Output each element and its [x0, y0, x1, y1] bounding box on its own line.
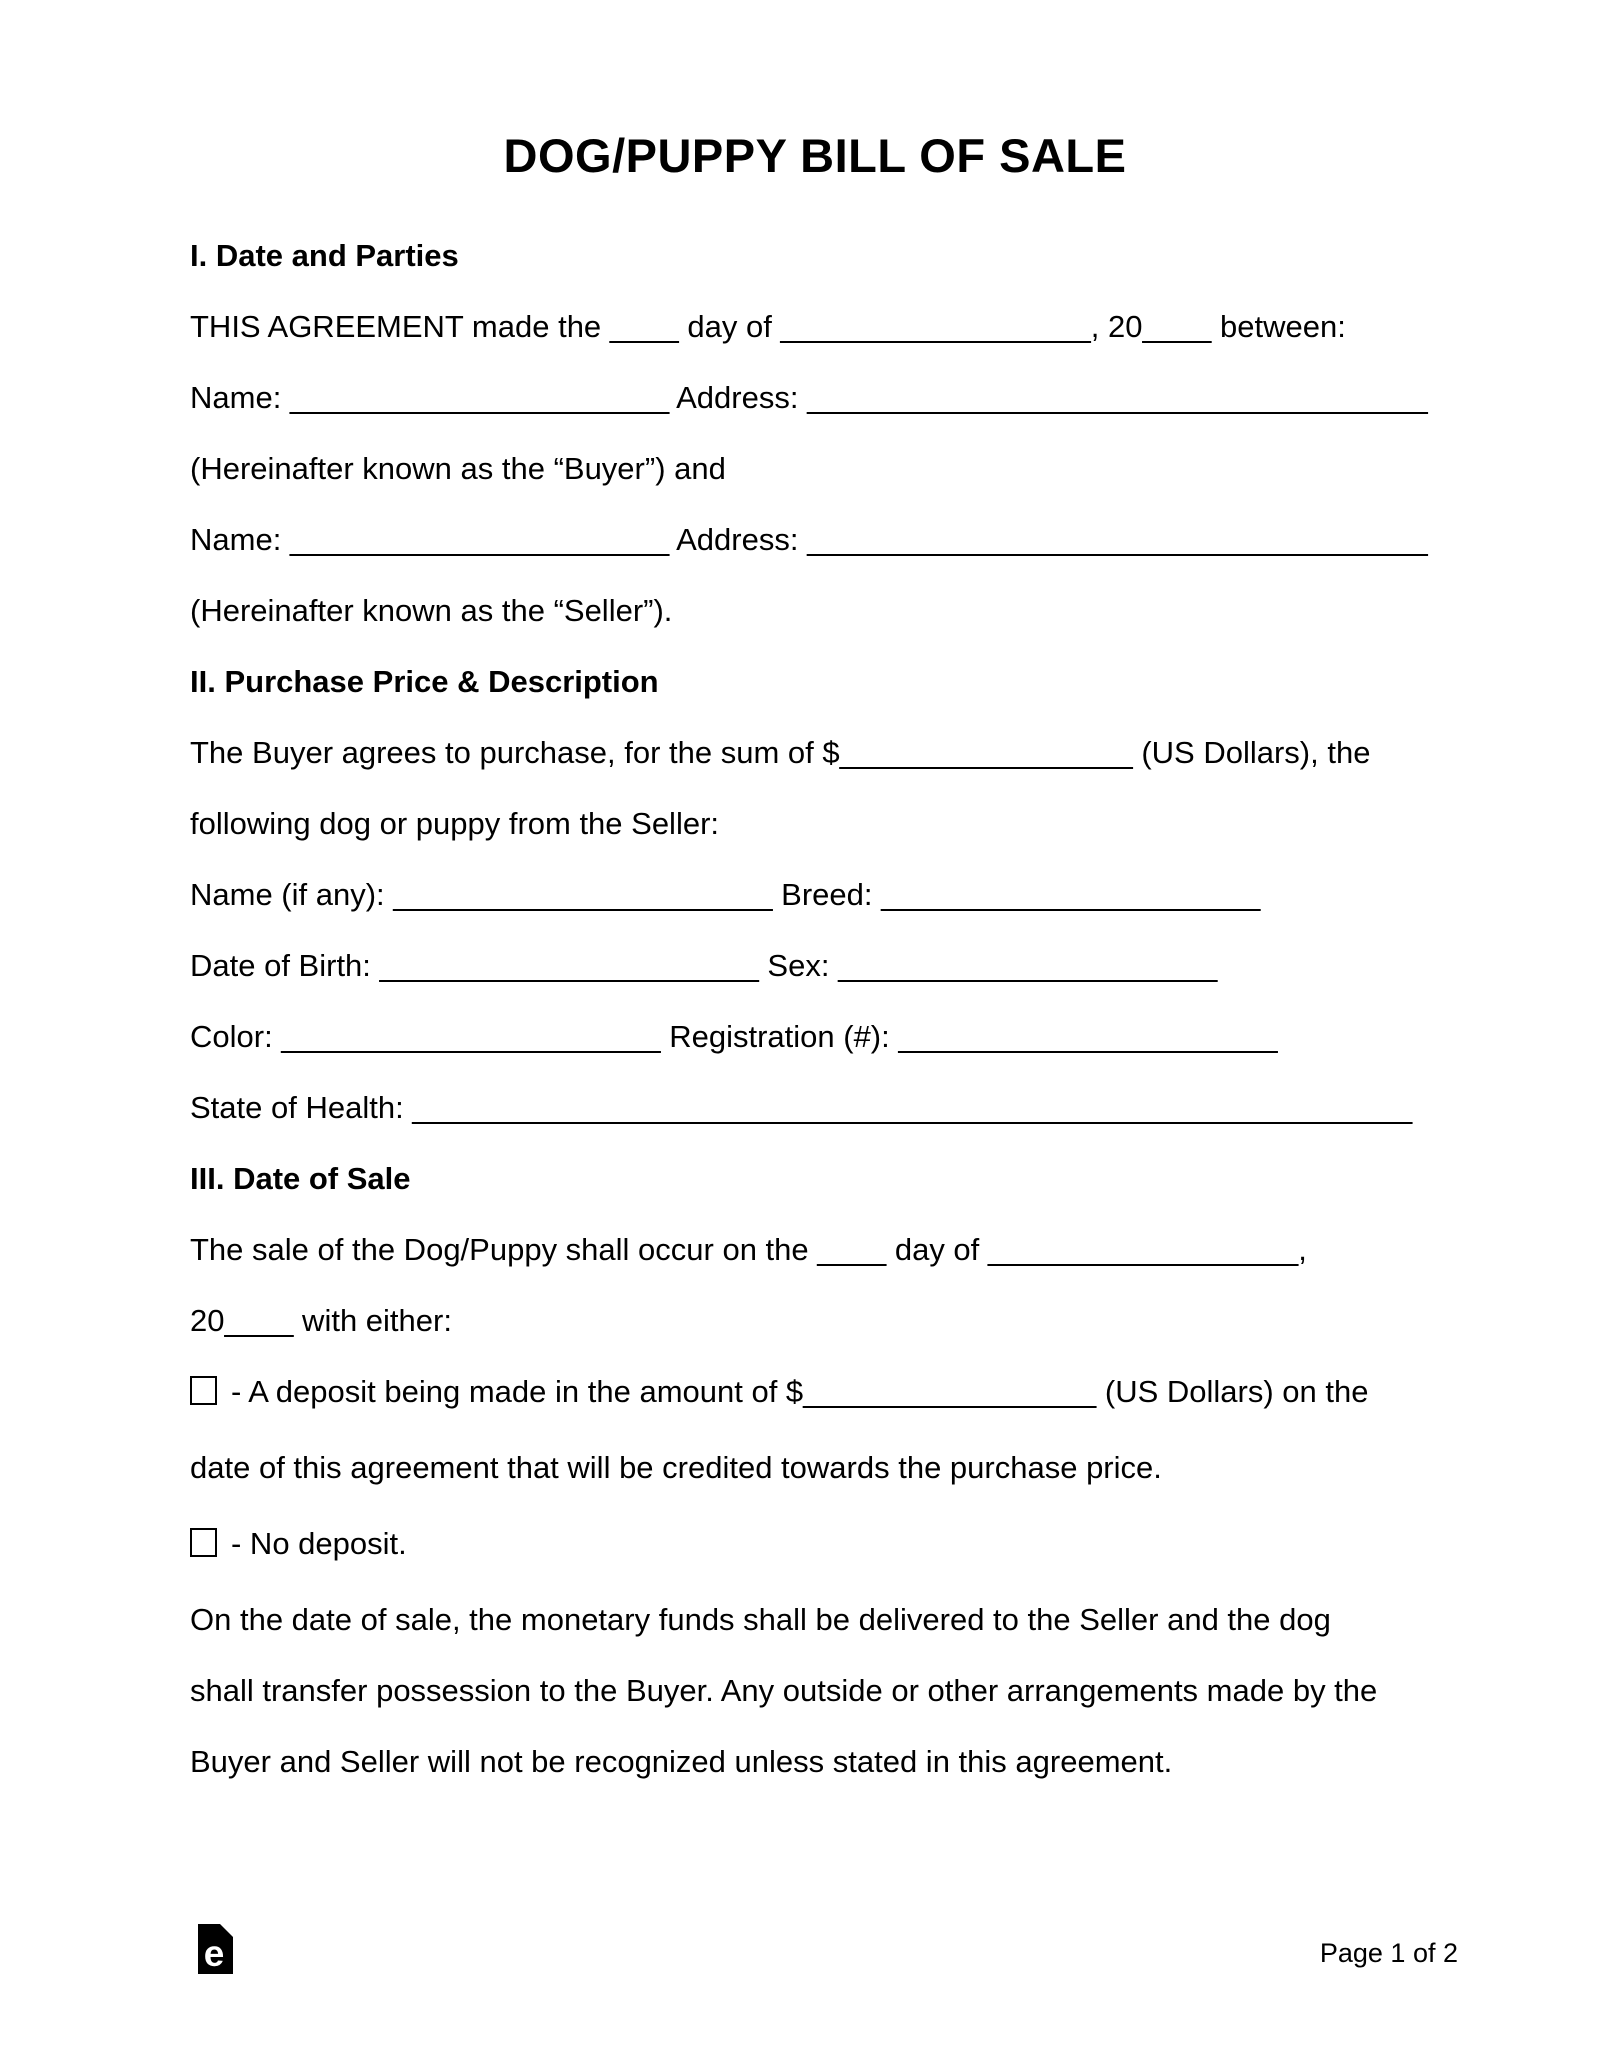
eforms-logo-icon [198, 1924, 233, 1974]
sale-date-line-2: 20____ with either: [190, 1303, 452, 1338]
agreement-date-line: THIS AGREEMENT made the ____ day of __________________, 20____ between: [190, 309, 1346, 344]
buyer-name-address-line: Name: ______________________ Address: ____________________________________ [190, 380, 1428, 415]
sale-terms-line-3: Buyer and Seller will not be recognized unless stated in this agreement. [190, 1744, 1173, 1779]
section-2-heading: II. Purchase Price & Description [190, 664, 659, 699]
no-deposit-option-line [190, 1508, 1440, 1579]
document-title: DOG/PUPPY BILL OF SALE [503, 129, 1127, 182]
no-deposit-checkbox-icon[interactable] [190, 1528, 217, 1557]
deposit-option-continuation-line: date of this agreement that will be credited towards the purchase price. [190, 1450, 1162, 1485]
dog-health-line: State of Health: __________________________________________________________ [190, 1090, 1413, 1125]
page-number: Page 1 of 2 [1319, 1938, 1458, 1968]
dog-dob-sex-line: Date of Birth: ______________________ Sex: ______________________ [190, 948, 1218, 983]
deposit-option-text: - A deposit being made in the amount of $_________________ (US Dollars) on the [231, 1374, 1369, 1409]
sale-date-line-1: The sale of the Dog/Puppy shall occur on the ____ day of __________________, [190, 1232, 1307, 1267]
section-1-heading: I. Date and Parties [190, 238, 459, 273]
buyer-designation-line: (Hereinafter known as the “Buyer”) and [190, 451, 726, 486]
dog-color-registration-line: Color: ______________________ Registration (#): ______________________ [190, 1019, 1278, 1054]
deposit-option-line [190, 1356, 1440, 1427]
no-deposit-option-text: - No deposit. [231, 1526, 407, 1561]
deposit-checkbox-icon[interactable] [190, 1376, 217, 1405]
purchase-price-line-2: following dog or puppy from the Seller: [190, 806, 720, 841]
document-content [190, 120, 1440, 1797]
dog-name-breed-line: Name (if any): ______________________ Breed: ______________________ [190, 877, 1261, 912]
purchase-price-line-1: The Buyer agrees to purchase, for the sum of $_________________ (US Dollars), the [190, 735, 1371, 770]
logo-letter: e [203, 1933, 225, 1974]
seller-designation-line: (Hereinafter known as the “Seller”). [190, 593, 673, 628]
sale-terms-line-2: shall transfer possession to the Buyer. Any outside or other arrangements made by the [190, 1673, 1378, 1708]
seller-name-address-line: Name: ______________________ Address: ____________________________________ [190, 522, 1428, 557]
sale-terms-line-1: On the date of sale, the monetary funds shall be delivered to the Seller and the dog [190, 1602, 1331, 1637]
section-3-heading: III. Date of Sale [190, 1161, 411, 1196]
